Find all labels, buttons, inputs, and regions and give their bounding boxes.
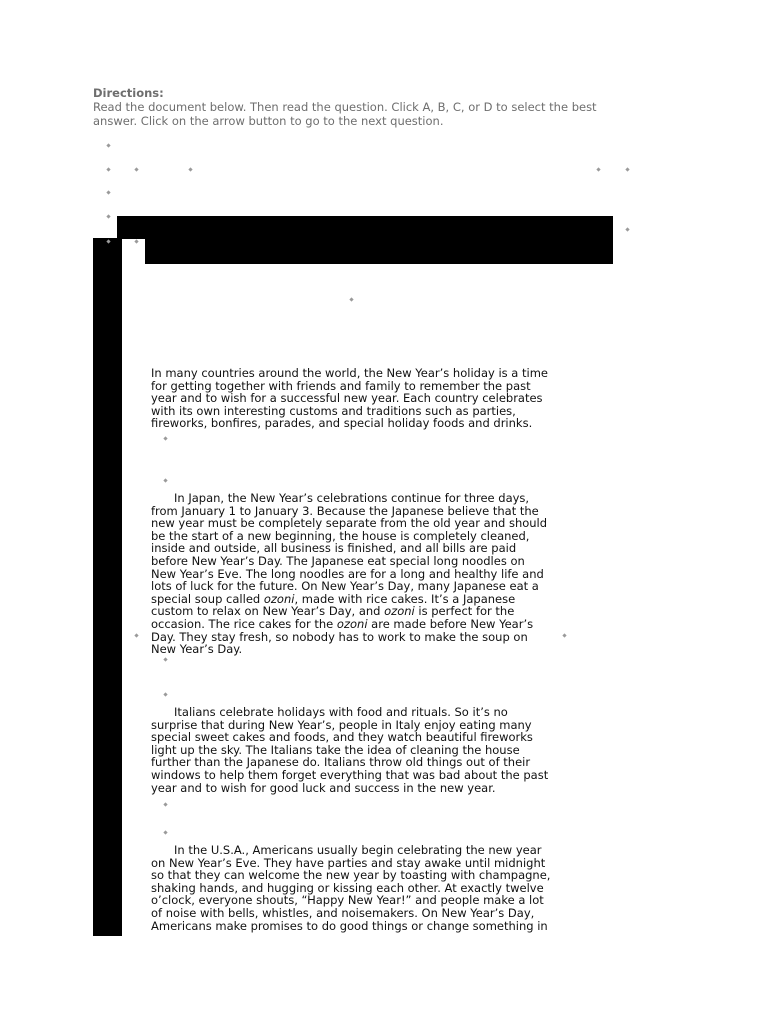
bullet-marker: [163, 692, 167, 696]
bullet-marker: [134, 633, 138, 637]
bullet-marker: [562, 633, 566, 637]
bullet-marker: [163, 478, 167, 482]
bullet-marker: [106, 190, 110, 194]
ozoni-term: ozoni: [263, 591, 295, 606]
ozoni-term: ozoni: [384, 604, 415, 619]
intro-paragraph: In many countries around the world, the New Year’s holiday is a time for getting together with friends and family to remember the past year and to wish for a successful new year. Each country celebrates with its own interesting customs and traditions such as parties, fireworks, bonfires, parades, and special holiday foods and drinks.: [151, 366, 548, 431]
japan-text: , made with rice cakes. It’s a Japanese custom to relax on New Year’s Day, and: [151, 591, 516, 619]
bullet-marker: [134, 167, 138, 171]
bullet-marker: [106, 143, 110, 147]
japan-text: are made before New Year’s Day. They stay fresh, so nobody has to work to make the soup on New Year’s Day.: [151, 616, 534, 657]
header-bar: [117, 216, 613, 264]
usa-paragraph: In the U.S.A., Americans usually begin celebrating the new year on New Year’s Eve. They have parties and stay awake until midnight so that they can welcome the new year by toasting with champagne, shaking hands, and hugging or kissing each other. At exactly twelve o’clock, everyone shouts, “Happy New Year!” and people make a lot of noise with bells, whistles, and noisemakers. On New Year’s Day, Americans make promises to do good things or change something in: [151, 843, 551, 933]
japan-text: is perfect for the occasion. The rice cakes for the: [151, 604, 515, 631]
frame-notch: [122, 239, 145, 264]
bullet-marker: [349, 297, 353, 301]
bullet-marker: [163, 802, 167, 806]
ozoni-term: ozoni: [336, 616, 368, 631]
bullet-marker: [625, 227, 629, 231]
directions-title: Directions:: [93, 86, 164, 100]
bullet-marker: [596, 167, 600, 171]
bullet-marker: [625, 167, 629, 171]
japan-paragraph: [151, 492, 551, 656]
japan-text: In Japan, the New Year’s celebrations continue for three days, from January 1 to January 3. Because the Japanese believe that the new year must be completely separate from the old year and should be the start of a new beginning, the house is completely cleaned, inside and outside, all business is finished, and all bills are paid before New Year’s Day. The Japanese eat special long noodles on New Year’s Eve. The long noodles are for a long and healthy life and lots of luck for the future. On New Year’s Day, many Japanese eat a special soup called: [151, 491, 548, 606]
italy-paragraph: Italians celebrate holidays with food and rituals. So it’s no surprise that during New Year’s, people in Italy enjoy eating many special sweet cakes and foods, and they watch beautiful fireworks light up the sky. The Italians take the idea of cleaning the house further than the Japanese do. Italians throw old things out of their windows to help them forget everything that was bad about the past year and to wish for good luck and success in the new year.: [151, 705, 549, 795]
bullet-marker: [163, 436, 167, 440]
bullet-marker: [163, 830, 167, 834]
bullet-marker: [106, 214, 110, 218]
bullet-marker: [163, 657, 167, 661]
directions-text: Read the document below. Then read the question. Click A, B, C, or D to select the best answer. Click on the arrow button to go to the next question.: [93, 100, 597, 128]
left-frame-bar: [93, 264, 122, 936]
bullet-marker: [188, 167, 192, 171]
bullet-marker: [106, 167, 110, 171]
